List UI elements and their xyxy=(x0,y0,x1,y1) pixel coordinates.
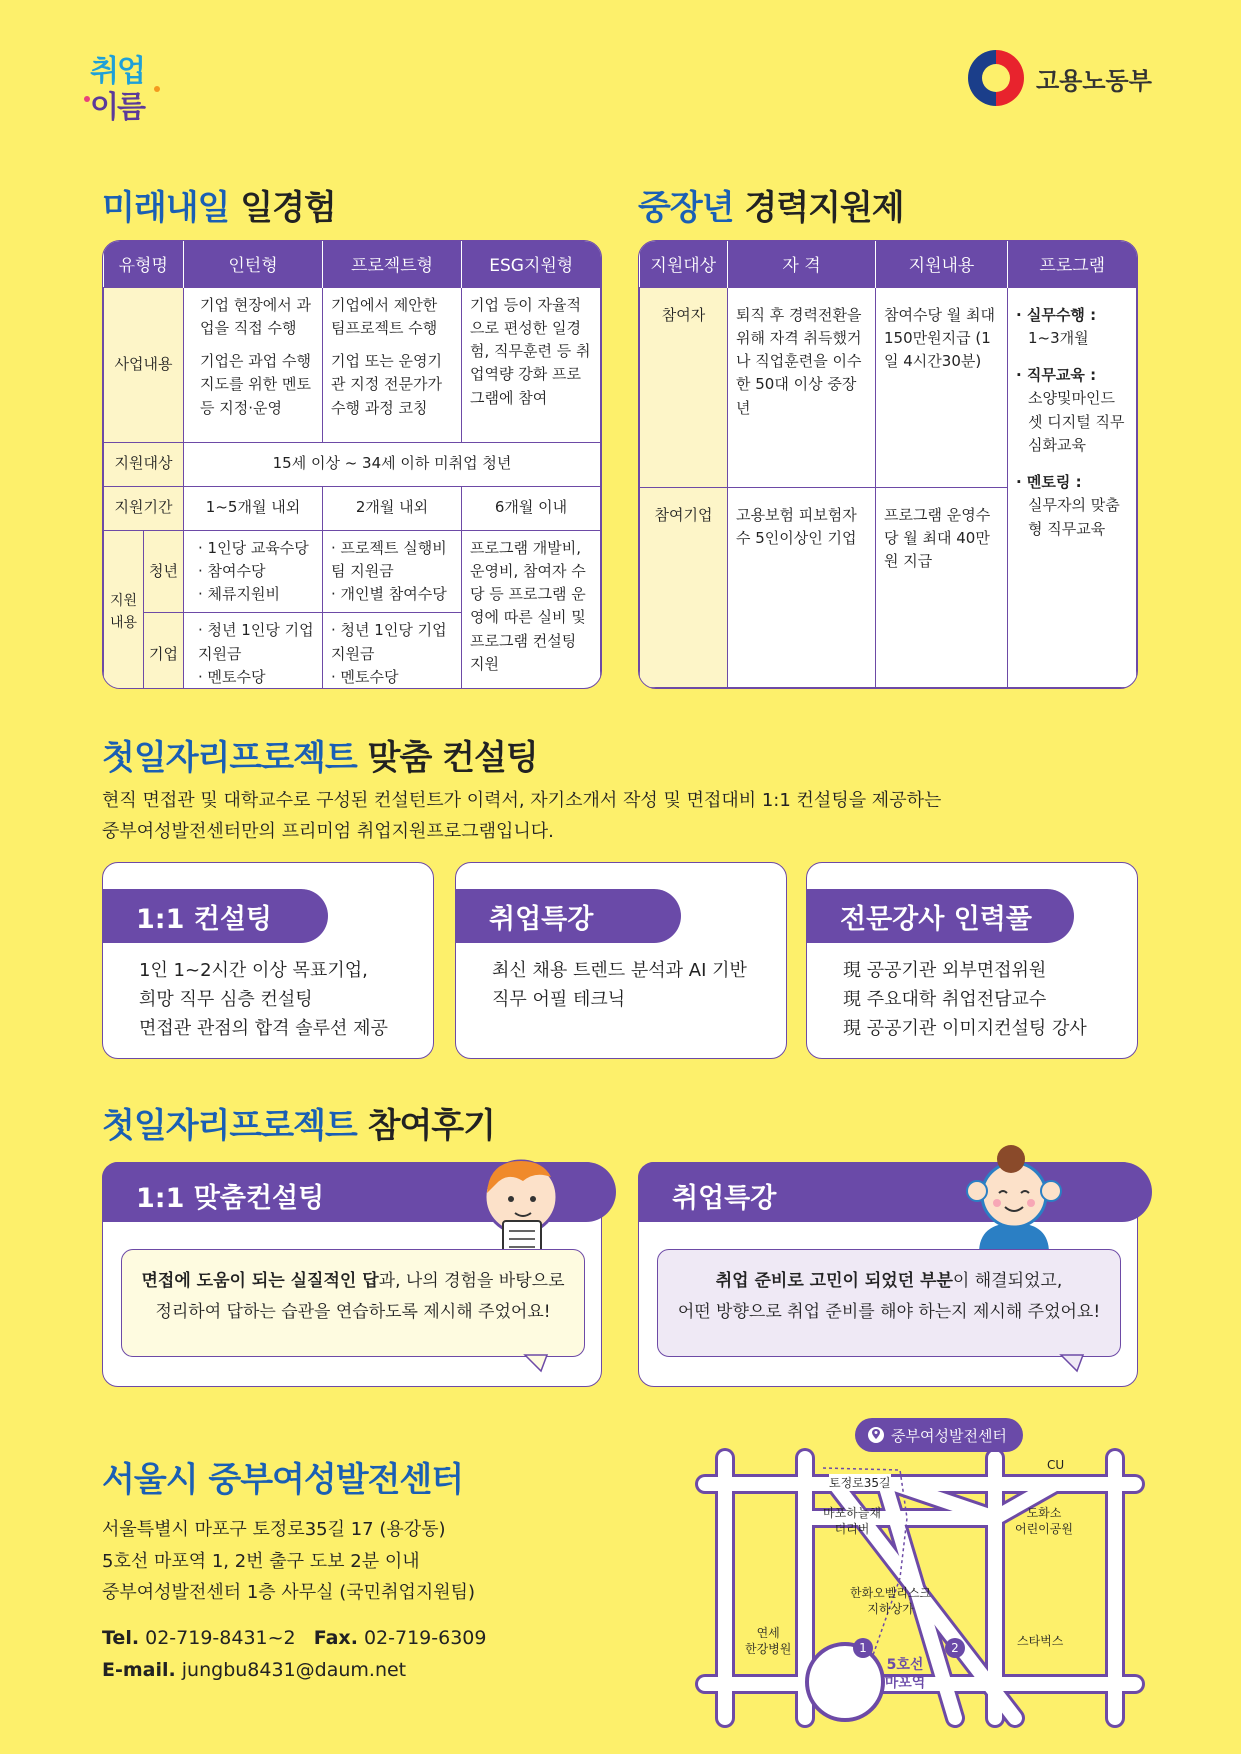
ministry-logo xyxy=(968,48,1152,108)
row-label: 지원내용 xyxy=(104,530,144,689)
location-map xyxy=(695,1418,1145,1734)
review-title: 취업특강 xyxy=(638,1162,1152,1222)
character-cheering-icon xyxy=(959,1133,1069,1263)
table-cell: 기업 등이 자율적으로 편성한 일경험, 직무훈련 등 취업역량 강화 프로그램에 참여 xyxy=(462,287,601,442)
logo-dot xyxy=(84,96,90,102)
chwieop-ireum-logo xyxy=(82,46,172,136)
consulting-description: 현직 면접관 및 대학교수로 구성된 컨설턴트가 이력서, 자기소개서 작성 및 면접대비 1:1 컨설팅을 제공하는 중부여성발전센터만의 프리미엄 취업지원프로그램입니다. xyxy=(102,790,942,842)
table-cell: 2개월 내외 xyxy=(323,486,462,530)
table-header: 프로그램 xyxy=(1008,241,1137,287)
table-cell: 기업 현장에서 과업을 직접 수행 기업은 과업 수행 지도를 위한 멘토 등 지정·운영 xyxy=(184,287,323,442)
bubble-tail xyxy=(1059,1353,1085,1373)
table-header: 인턴형 xyxy=(184,241,323,287)
fax-number: 02-719-6309 xyxy=(363,1627,487,1649)
table-header: 지원내용 xyxy=(876,241,1008,287)
card-expert-pool xyxy=(806,862,1138,1059)
email-link[interactable]: jungbu8431@daum.net xyxy=(181,1659,407,1682)
table-cell: 프로그램 개발비, 운영비, 참여자 수당 등 프로그램 운영에 따른 실비 및 프로그램 컨설팅 지원 xyxy=(462,530,601,689)
map-label-cu: CU xyxy=(1047,1458,1065,1472)
row-label: 참여기업 xyxy=(640,487,728,688)
card-title: 전문강사 인력풀 xyxy=(806,889,1074,943)
table-header: 자 격 xyxy=(728,241,876,287)
row-sublabel: 기업 xyxy=(144,613,184,689)
card-body: 최신 채용 트렌드 분석과 AI 기반 직무 어필 테크닉 xyxy=(492,960,747,1010)
career-support-table xyxy=(638,240,1138,689)
review-title: 1:1 맞춤컨설팅 xyxy=(102,1162,616,1222)
table-cell: 15세 이상 ~ 34세 이하 미취업 청년 xyxy=(184,442,601,486)
center-name: 서울시 중부여성발전센터 xyxy=(102,1460,464,1500)
review-card-lecture xyxy=(638,1162,1138,1387)
taegeuk-emblem-icon xyxy=(968,50,1024,106)
section-title-career-support: 중장년 경력지원제 xyxy=(638,188,904,228)
logo-text-top: 취업 xyxy=(90,54,144,89)
logo-dot xyxy=(154,86,160,92)
table-cell: · 청년 1인당 기업 지원금 · 멘토수당 xyxy=(323,613,462,689)
map-label-hanulchae: 마포하늘채 더리버 xyxy=(823,1506,881,1536)
map-label-road: 토정로35길 xyxy=(829,1476,891,1490)
card-body: 1인 1~2시간 이상 목표기업, 희망 직무 심층 컨설팅 면접관 관점의 합격 솔루션 제공 xyxy=(139,960,388,1039)
review-bubble: 취업 준비로 고민이 되었던 부분이 해결되었고, 어떤 방향으로 취업 준비를 해야 하는지 제시해 주었어요! xyxy=(657,1249,1121,1357)
work-experience-table xyxy=(102,240,602,689)
section-title-reviews: 첫일자리프로젝트 참여후기 xyxy=(102,1106,495,1146)
row-label: 지원대상 xyxy=(104,442,184,486)
table-cell: 참여수당 월 최대 150만원지급 (1일 4시간30분) xyxy=(876,287,1008,487)
table-cell: 6개월 이내 xyxy=(462,486,601,530)
table-cell: · 프로젝트 실행비 팀 지원금 · 개인별 참여수당 xyxy=(323,530,462,613)
table-cell: 1~5개월 내외 xyxy=(184,486,323,530)
card-job-lecture xyxy=(455,862,787,1059)
row-label: 지원기간 xyxy=(104,486,184,530)
ministry-name: 고용노동부 xyxy=(1036,66,1152,95)
review-bubble: 면접에 도움이 되는 실질적인 답과, 나의 경험을 바탕으로 정리하여 답하는 습관을 연습하도록 제시해 주었어요! xyxy=(121,1249,585,1357)
exit-2-badge: 2 xyxy=(945,1638,965,1658)
table-cell: 고용보험 피보험자수 5인이상인 기업 xyxy=(728,487,876,688)
row-sublabel: 청년 xyxy=(144,530,184,613)
review-card-consulting xyxy=(102,1162,602,1387)
table-cell: 퇴직 후 경력전환을 위해 자격 취득했거나 직업훈련을 이수한 50대 이상 중장년 xyxy=(728,287,876,487)
table-cell: · 청년 1인당 기업 지원금 · 멘토수당 xyxy=(184,613,323,689)
row-label: 참여자 xyxy=(640,287,728,487)
table-header: 지원대상 xyxy=(640,241,728,287)
section-title-future-work: 미래내일 일경험 xyxy=(102,188,336,228)
map-label-dohwa-park: 도화소 어린이공원 xyxy=(1015,1506,1073,1536)
program-cell: · 실무수행 : 1~3개월 · 직무교육 : 소양및마인드셋 디지털 직무심화교육 · 멘토링 : 실무자의 맞춤형 직무교육 xyxy=(1008,287,1137,688)
table-cell: 기업에서 제안한 팀프로젝트 수행 기업 또는 운영기관 지정 전문가가 수행 과정 코칭 xyxy=(323,287,462,442)
card-title: 1:1 컨설팅 xyxy=(102,889,328,943)
table-header: ESG지원형 xyxy=(462,241,601,287)
map-label-yonsei-hospital: 연세 한강병원 xyxy=(745,1626,792,1656)
row-label: 사업내용 xyxy=(104,287,184,442)
table-cell: · 1인당 교육수당 · 참여수당 · 체류지원비 xyxy=(184,530,323,613)
table-header: 프로젝트형 xyxy=(323,241,462,287)
contact-block: Tel. 02-719-8431~2 Fax. 02-719-6309 E-mail. jungbu8431@daum.net xyxy=(102,1627,487,1682)
card-title: 취업특강 xyxy=(455,889,681,943)
station-label: 5호선 마포역 xyxy=(884,1657,926,1692)
exit-1-badge: 1 xyxy=(853,1638,873,1658)
phone-number[interactable]: 02-719-8431~2 xyxy=(145,1627,296,1649)
map-label-starbucks: 스타벅스 xyxy=(1017,1634,1064,1648)
card-body: 現 공공기관 외부면접위원 現 주요대학 취업전담교수 現 공공기관 이미지컨설팅 강사 xyxy=(843,960,1087,1039)
map-pin-label: 중부여성발전센터 xyxy=(855,1418,1023,1452)
section-title-consulting: 첫일자리프로젝트 맞춤 컨설팅 xyxy=(102,738,538,778)
map-label-hanwha-obelisk: 한화오벨리스크 지하상가 xyxy=(850,1586,932,1616)
table-header: 유형명 xyxy=(104,241,184,287)
table-cell: 프로그램 운영수당 월 최대 40만원 지급 xyxy=(876,487,1008,688)
logo-text-bottom: 이름 xyxy=(90,90,144,125)
address-block: 서울특별시 마포구 토정로35길 17 (용강동) 5호선 마포역 1, 2번 출구 도보 2분 이내 중부여성발전센터 1층 사무실 (국민취업지원팀) xyxy=(102,1519,476,1603)
bubble-tail xyxy=(523,1353,549,1373)
card-one-on-one-consulting xyxy=(102,862,434,1059)
location-pin-icon xyxy=(867,1426,885,1444)
